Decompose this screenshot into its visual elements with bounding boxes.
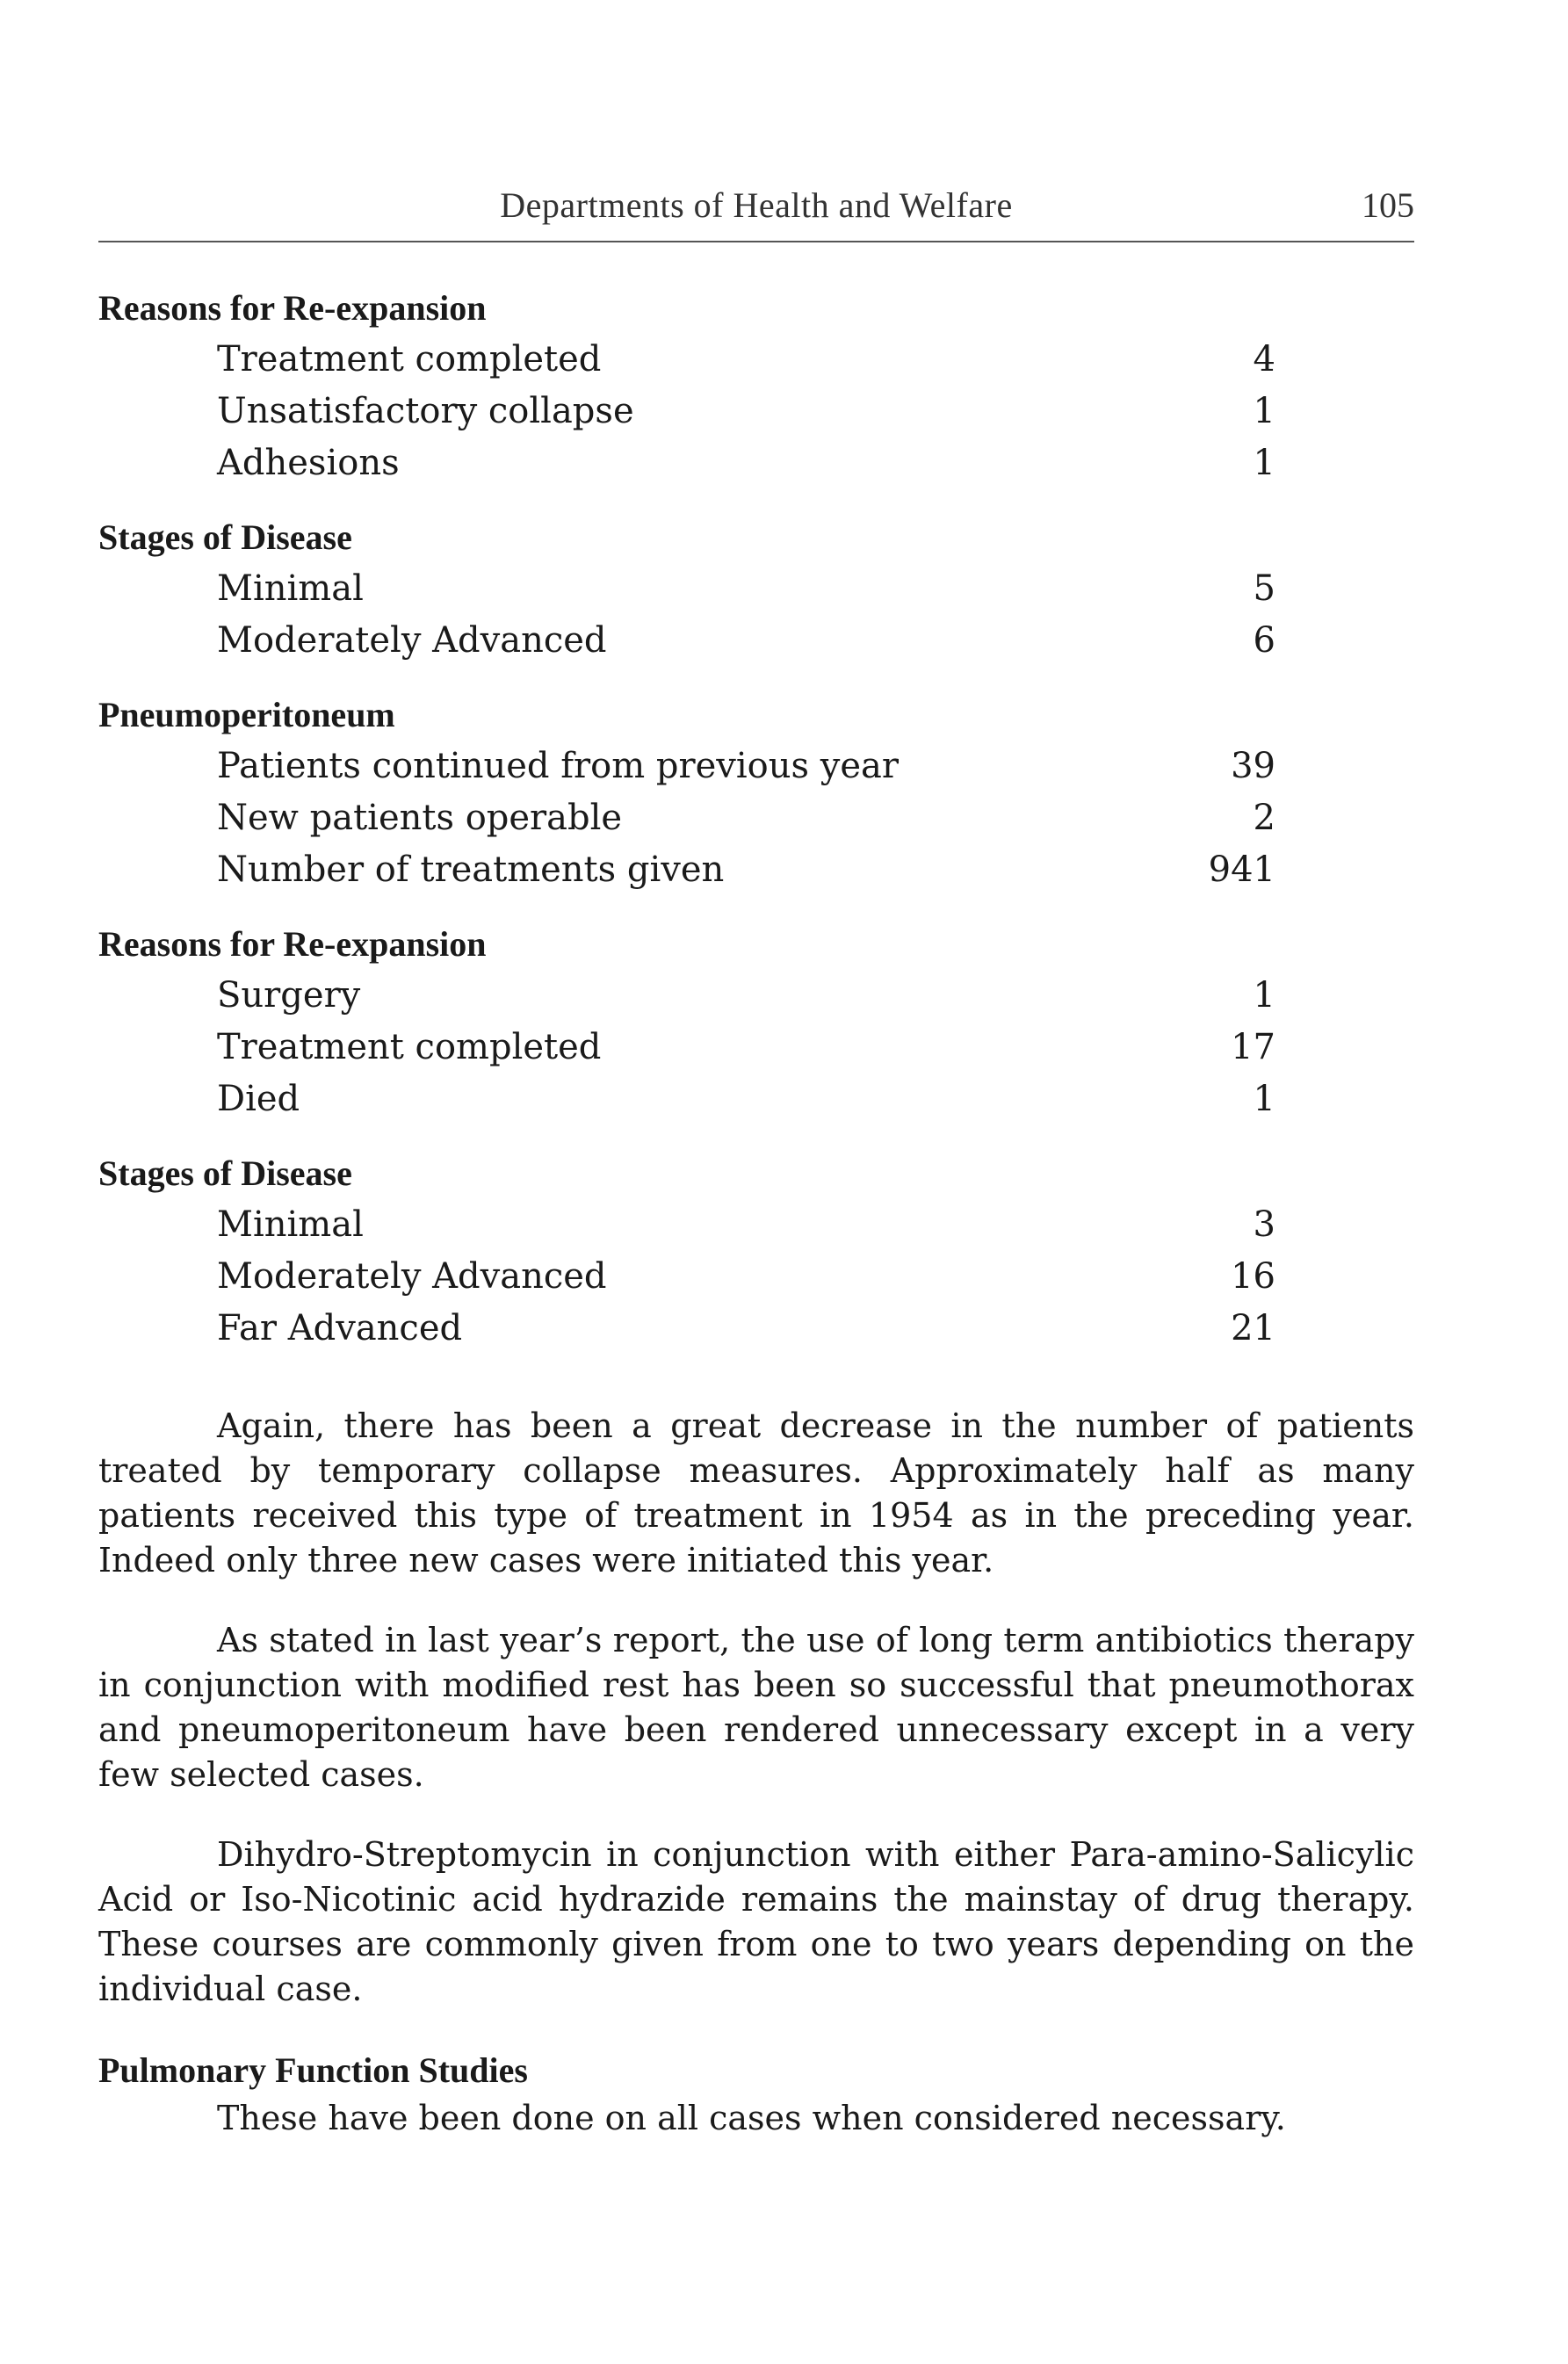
section-title: Reasons for Re-expansion (98, 288, 487, 328)
stat-value: 1 (1253, 975, 1275, 1016)
stat-value: 1 (1253, 443, 1275, 483)
stat-label: Adhesions (217, 443, 400, 483)
stat-label: Treatment completed (217, 339, 602, 380)
stat-label: Minimal (217, 568, 364, 609)
paragraph: Again, there has been a great decrease in the number of patients treated by temporary collapse measures. Approximately half as many patients received this type of treatment in 1954 as in the preceding year. Indeed only three new cases were initiated this year. (98, 1406, 1414, 1580)
stat-label: Moderately Advanced (217, 1256, 607, 1297)
section-reexpansion-2 (98, 919, 1275, 1125)
running-head (98, 184, 1414, 237)
stat-row (98, 1251, 1275, 1303)
stat-row (98, 792, 1275, 844)
pulmonary-text: These have been done on all cases when considered necessary. (217, 2099, 1286, 2137)
stat-row (98, 1303, 1275, 1355)
section-title: Stages of Disease (98, 517, 352, 557)
stat-label: Treatment completed (217, 1027, 602, 1067)
stat-row (98, 334, 1275, 386)
page-number: 105 (1362, 185, 1414, 225)
stat-row (98, 741, 1275, 792)
stat-label: Unsatisfactory collapse (217, 391, 634, 431)
stat-label: Minimal (217, 1204, 364, 1245)
section-reexpansion-1 (98, 283, 1275, 489)
stat-label: Surgery (217, 975, 361, 1016)
stat-value: 5 (1253, 568, 1275, 609)
stat-label: Moderately Advanced (217, 620, 607, 661)
section-stages-2 (98, 1148, 1275, 1355)
header-rule (98, 241, 1414, 242)
stat-row (98, 844, 1275, 896)
stat-label: New patients operable (217, 798, 623, 838)
running-head-title: Departments of Health and Welfare (500, 185, 1013, 225)
stat-row (98, 1074, 1275, 1125)
stat-row (98, 1022, 1275, 1074)
stat-value: 16 (1231, 1256, 1275, 1297)
stat-value: 941 (1208, 849, 1275, 890)
stat-row (98, 1199, 1275, 1251)
stat-value: 21 (1231, 1308, 1275, 1348)
section-title: Pneumoperitoneum (98, 695, 395, 734)
stat-value: 3 (1253, 1204, 1275, 1245)
stat-value: 17 (1231, 1027, 1275, 1067)
section-stages-1 (98, 512, 1275, 667)
stat-row (98, 386, 1275, 437)
stat-label: Far Advanced (217, 1308, 463, 1348)
body-text (98, 1404, 1414, 2142)
stat-label: Number of treatments given (217, 849, 725, 890)
stat-row (98, 563, 1275, 615)
stat-row (98, 970, 1275, 1022)
section-pneumoperitoneum (98, 690, 1275, 896)
stat-row (98, 437, 1275, 489)
stat-label: Died (217, 1079, 300, 1119)
stat-row (98, 615, 1275, 667)
stat-value: 1 (1253, 1079, 1275, 1119)
stat-label: Patients continued from previous year (217, 746, 899, 786)
section-title: Stages of Disease (98, 1153, 352, 1193)
stat-value: 39 (1231, 746, 1275, 786)
stat-value: 4 (1253, 339, 1275, 380)
statistics-list (98, 283, 1275, 1377)
paragraph: As stated in last year’s report, the use of long term antibiotics therapy in conjunction with modified rest has been so successful that pneumothorax and pneumoperitoneum have been rendered unnecessary except in a very few selected cases. (98, 1621, 1414, 1794)
stat-value: 1 (1253, 391, 1275, 431)
stat-value: 2 (1253, 798, 1275, 838)
section-title: Reasons for Re-expansion (98, 924, 487, 964)
paragraph: Dihydro-Streptomycin in conjunction with either Para-amino-Salicylic Acid or Iso-Nicotinic acid hydrazide remains the mainstay of drug therapy. These courses are commonly given from one to two years depending on the individual case. (98, 1835, 1414, 2008)
stat-value: 6 (1253, 620, 1275, 661)
pulmonary-heading: Pulmonary Function Studies (98, 2050, 528, 2090)
